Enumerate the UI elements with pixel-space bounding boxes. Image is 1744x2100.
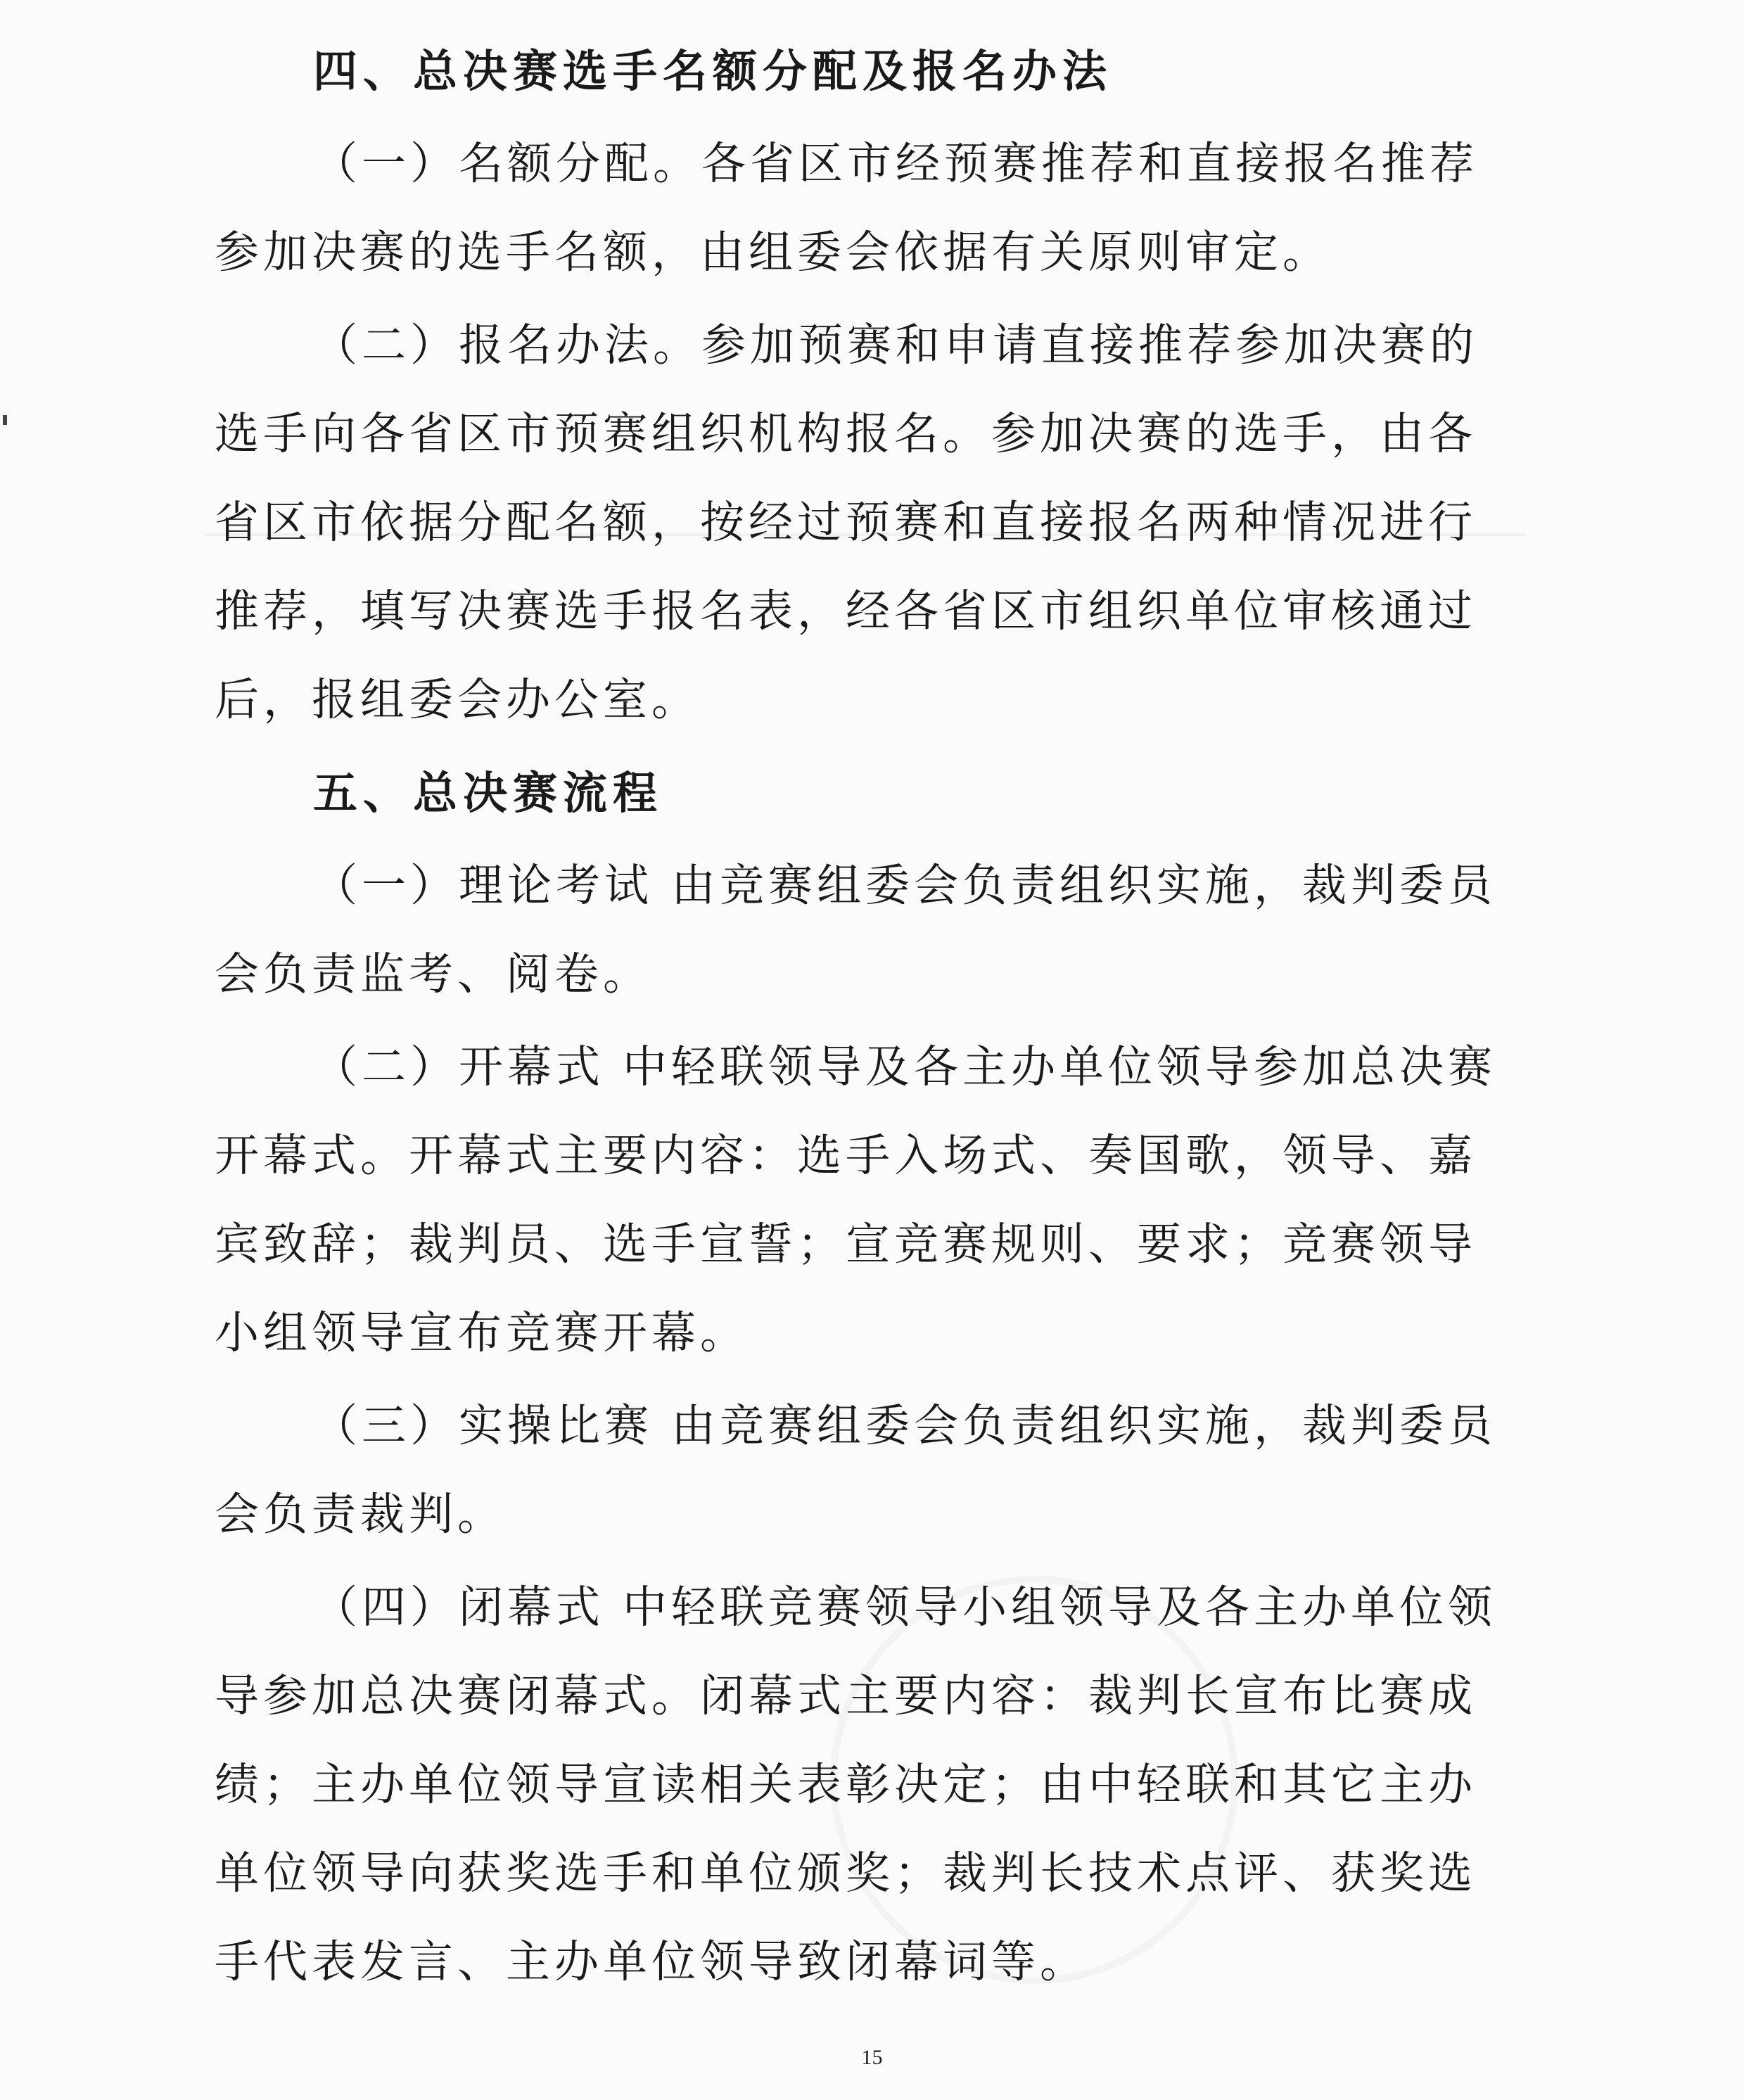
- section-5-item-3: [215, 1382, 1497, 1559]
- paragraph-line: （三）实操比赛 由竞赛组委会负责组织实施，裁判委员: [313, 1400, 1497, 1451]
- paragraph-line: 参加决赛的选手名额，由组委会依据有关原则审定。: [215, 227, 1331, 278]
- paragraph-line: 后，报组委会办公室。: [215, 674, 700, 725]
- paragraph-line: 小组领导宣布竞赛开幕。: [215, 1307, 749, 1358]
- paragraph-line: 开幕式。开幕式主要内容：选手入场式、奏国歌，领导、嘉: [215, 1130, 1477, 1181]
- paragraph-line: （二）开幕式 中轻联领导及各主办单位领导参加总决赛: [313, 1041, 1497, 1093]
- paragraph-line: 绩；主办单位领导宣读相关表彰决定；由中轻联和其它主办: [215, 1759, 1477, 1810]
- section-4-heading: 四、总决赛选手名额分配及报名办法: [313, 45, 1112, 97]
- paragraph-line: 会负责监考、阅卷。: [215, 948, 651, 1000]
- paragraph-line: （一）理论考试 由竞赛组委会负责组织实施，裁判委员: [313, 860, 1497, 911]
- section-5-item-1: [215, 841, 1497, 1019]
- section-5-item-4: [215, 1563, 1497, 2006]
- paragraph-line: 宾致辞；裁判员、选手宣誓；宣竞赛规则、要求；竞赛领导: [215, 1218, 1477, 1270]
- paragraph-line: 单位领导向获奖选手和单位颁奖；裁判长技术点评、获奖选: [215, 1847, 1477, 1899]
- scan-edge-mark: [3, 415, 7, 425]
- paragraph-line: 省区市依据分配名额，按经过预赛和直接报名两种情况进行: [215, 497, 1477, 548]
- section-4-item-1: [215, 120, 1478, 297]
- paragraph-line: （四）闭幕式 中轻联竞赛领导小组领导及各主办单位领: [313, 1582, 1497, 1633]
- paragraph-line: 手代表发言、主办单位领导致闭幕词等。: [215, 1936, 1088, 1987]
- paragraph-line: 导参加总决赛闭幕式。闭幕式主要内容：裁判长宣布比赛成: [215, 1670, 1477, 1722]
- section-4-item-2: [215, 301, 1478, 744]
- section-5-item-2: [215, 1023, 1497, 1377]
- document-body: [215, 27, 1497, 2006]
- paragraph-line: 选手向各省区市预赛组织机构报名。参加决赛的选手，由各: [215, 408, 1477, 459]
- paragraph-line: （一）名额分配。各省区市经预赛推荐和直接报名推荐: [313, 138, 1478, 189]
- paragraph-line: 推荐，填写决赛选手报名表，经各省区市组织单位审核通过: [215, 585, 1477, 637]
- page-number: 15: [861, 2046, 883, 2069]
- paragraph-line: 会负责裁判。: [215, 1489, 506, 1540]
- section-5-heading: 五、总决赛流程: [313, 767, 663, 819]
- paragraph-line: （二）报名办法。参加预赛和申请直接推荐参加决赛的: [313, 319, 1478, 371]
